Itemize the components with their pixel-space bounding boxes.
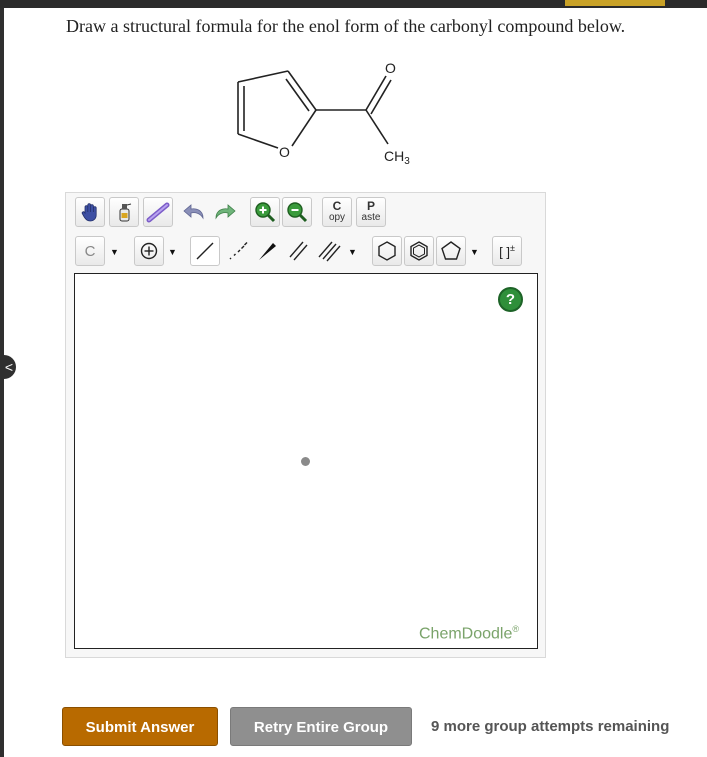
triple-bond-tool[interactable] <box>314 236 344 266</box>
charge-plus-icon <box>139 241 159 261</box>
methyl-bond <box>366 110 388 144</box>
double-bond-icon <box>287 240 309 262</box>
charge-tool[interactable] <box>134 236 164 266</box>
lasso-icon <box>146 201 170 223</box>
bracket-tool[interactable] <box>492 236 522 266</box>
zoom-in-button[interactable] <box>250 197 280 227</box>
left-edge <box>0 8 4 757</box>
ring-oxygen-label: O <box>279 144 290 160</box>
single-bond-tool[interactable] <box>190 236 220 266</box>
ring-dropdown-icon[interactable]: ▼ <box>470 247 479 257</box>
methyl-subscript: 3 <box>404 156 410 167</box>
copy-label-bottom: opy <box>328 212 346 223</box>
chemdoodle-logo <box>419 624 519 643</box>
attempts-remaining-text: 9 more group attempts remaining <box>431 718 670 735</box>
question-text: Draw a structural formula for the enol form of the carbonyl compound below. <box>66 16 626 36</box>
bond-dropdown-icon[interactable]: ▼ <box>348 247 357 257</box>
bracket-label <box>499 243 515 259</box>
brand-mark: ® <box>512 624 520 634</box>
element-label: C <box>84 242 96 260</box>
hashed-bond-icon <box>226 240 248 262</box>
brand-text: ChemDoodle <box>419 625 513 643</box>
top-bar <box>0 0 707 8</box>
lasso-tool[interactable] <box>143 197 173 227</box>
zoom-in-icon <box>253 200 277 224</box>
molecule-structure <box>220 52 440 172</box>
element-tool[interactable] <box>75 236 105 266</box>
help-button[interactable]: ? <box>498 287 523 312</box>
hashed-bond-tool[interactable] <box>222 236 252 266</box>
copy-label-top: C <box>332 199 342 213</box>
hand-icon <box>79 201 101 223</box>
methyl-text: CH <box>384 148 405 164</box>
review-topics-tab[interactable] <box>565 0 665 6</box>
zoom-out-button[interactable] <box>282 197 312 227</box>
benzene-icon <box>408 240 430 262</box>
submit-answer-button[interactable]: Submit Answer <box>62 707 218 746</box>
collapse-arrow-icon[interactable]: < <box>0 355 16 379</box>
cyclopentane-tool[interactable] <box>436 236 466 266</box>
paste-label-bottom: aste <box>361 212 381 223</box>
methyl-label <box>384 148 410 167</box>
single-bond-icon <box>194 240 216 262</box>
paste-label-top: P <box>366 199 375 213</box>
undo-icon <box>181 201 207 223</box>
eraser-tool[interactable] <box>109 197 139 227</box>
benzene-tool[interactable] <box>404 236 434 266</box>
bracket-charge: ± <box>509 242 515 253</box>
pan-tool[interactable] <box>75 197 105 227</box>
retry-group-button[interactable]: Retry Entire Group <box>230 707 412 746</box>
spray-bottle-icon <box>113 201 135 223</box>
cyclohexane-tool[interactable] <box>372 236 402 266</box>
bracket-text: [ ] <box>499 244 510 260</box>
carbonyl-oxygen-label: O <box>385 60 396 76</box>
wedge-bond-tool[interactable] <box>252 236 282 266</box>
copy-button[interactable] <box>322 197 352 227</box>
paste-button[interactable] <box>356 197 386 227</box>
ring-bond <box>238 134 278 148</box>
ring-bond <box>238 71 288 82</box>
zoom-out-icon <box>285 200 309 224</box>
redo-icon <box>212 201 238 223</box>
ring-bond <box>292 110 316 146</box>
hexagon-icon <box>376 240 398 262</box>
charge-dropdown-icon[interactable]: ▼ <box>168 247 177 257</box>
double-bond-tool[interactable] <box>283 236 313 266</box>
ring-bond <box>288 71 316 110</box>
triple-bond-icon <box>317 240 341 262</box>
element-dropdown-icon[interactable]: ▼ <box>110 247 119 257</box>
pentagon-icon <box>440 240 462 262</box>
redo-button[interactable] <box>210 197 240 227</box>
canvas-center-marker <box>301 457 310 466</box>
undo-button[interactable] <box>179 197 209 227</box>
wedge-bond-icon <box>256 240 278 262</box>
